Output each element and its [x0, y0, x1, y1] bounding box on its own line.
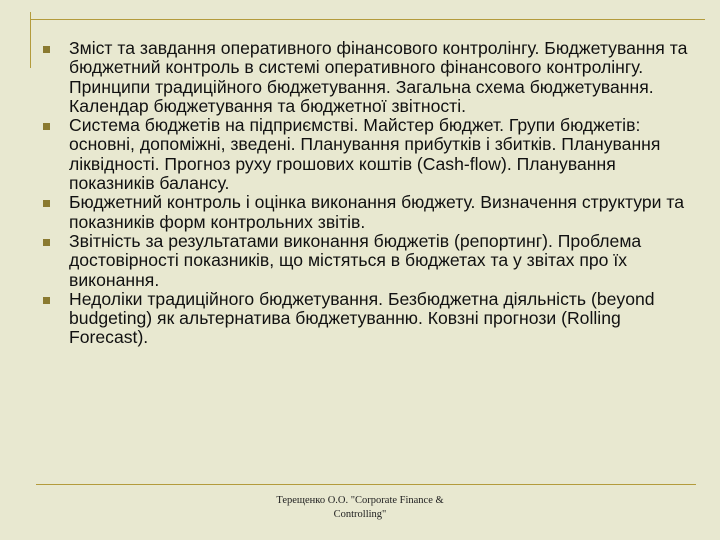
slide-footer — [250, 494, 470, 522]
decorative-line-top — [31, 19, 705, 20]
bullet-item — [43, 290, 703, 348]
content-bullet-list — [43, 39, 703, 348]
footer-line-2: Controlling" — [333, 509, 387, 520]
square-bullet-icon — [43, 239, 50, 246]
square-bullet-icon — [43, 46, 50, 53]
bullet-text: Зміст та завдання оперативного фінансового контролінгу. Бюджетування та бюджетний контроль в системі оперативного фінансового контролінгу. Принципи традиційного бюджетування. Загальна схема бюджетування. Календар бюджетування та бюджетної звітності. — [69, 38, 688, 116]
square-bullet-icon — [43, 200, 50, 207]
bullet-text: Недоліки традиційного бюджетування. Безбюджетна діяльність (beyond budgeting) як альтернатива бюджетуванню. Ковзні прогнози (Rolling Forecast). — [69, 288, 655, 348]
bullet-item — [43, 232, 703, 290]
decorative-line-left — [30, 12, 31, 68]
bullet-item — [43, 39, 703, 116]
bullet-text: Звітність за результатами виконання бюджетів (репортинг). Проблема достовірності показників, що містяться в бюджетах та у звітах про їх виконання. — [69, 230, 642, 290]
decorative-line-bottom — [36, 484, 696, 485]
bullet-text: Бюджетний контроль і оцінка виконання бюджету. Визначення структури та показників форм контрольних звітів. — [69, 192, 684, 232]
footer-line-1: Терещенко О.О. "Corporate Finance & — [276, 495, 444, 506]
bullet-item — [43, 116, 703, 193]
square-bullet-icon — [43, 123, 50, 130]
bullet-text: Система бюджетів на підприємстві. Майстер бюджет. Групи бюджетів: основні, допоміжні, зведені. Планування прибутків і збитків. Планування ліквідності. Прогноз руху грошових коштів (Cash-flow). Планування показників балансу. — [69, 115, 661, 194]
bullet-item — [43, 193, 703, 232]
square-bullet-icon — [43, 297, 50, 304]
